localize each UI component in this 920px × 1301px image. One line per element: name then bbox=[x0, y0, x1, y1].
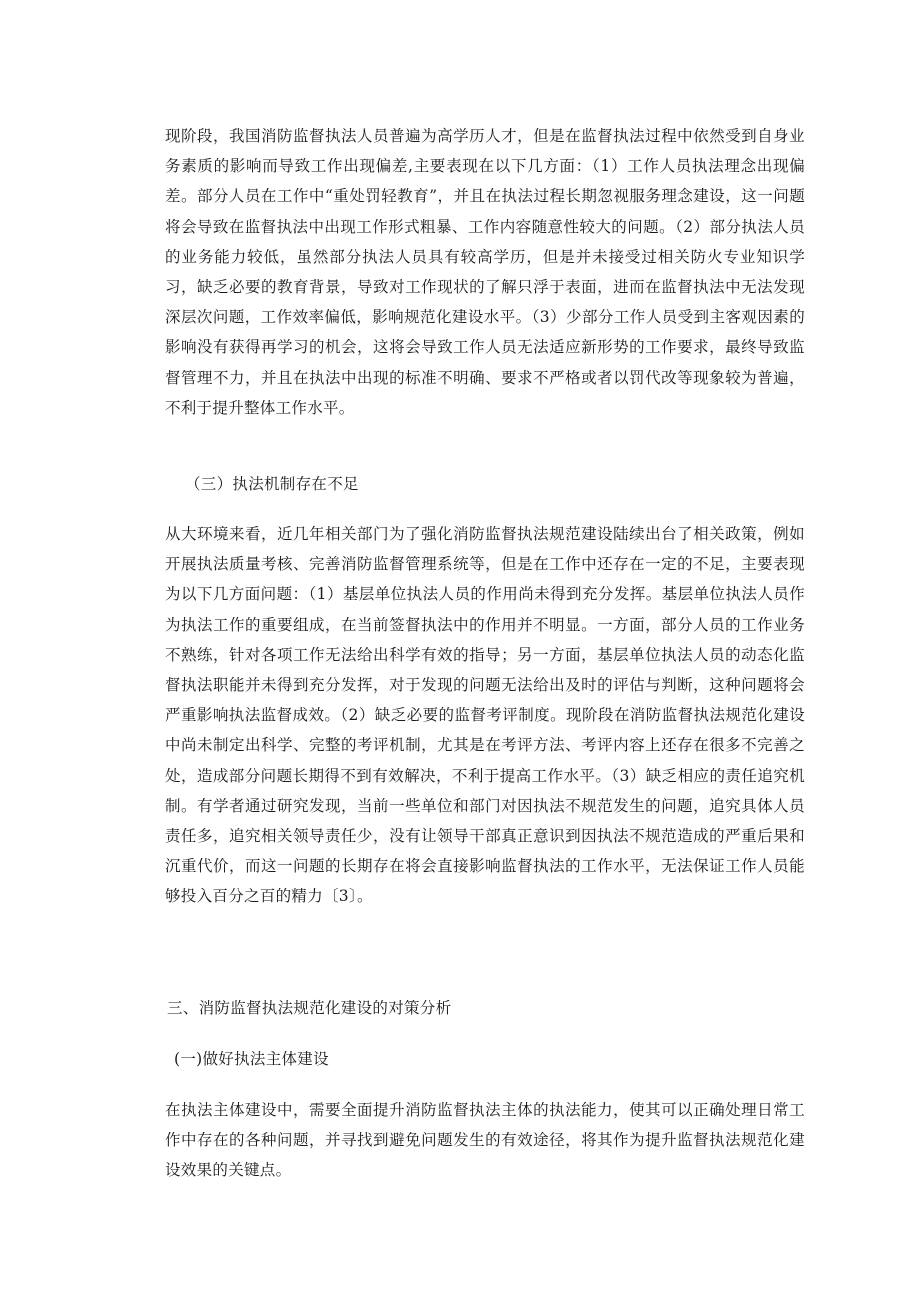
paragraph-mechanism-shortcomings: 从大环境来看，近几年相关部门为了强化消防监督执法规范建设陆续出台了相关政策，例如开展执法质量考核、完善消防监督管理系统等，但是在工作中还存在一定的不足，主要表现为以下几方面问题：（1）基层单位执法人员的作用尚未得到充分发挥。基层单位执法人员作为执法工作的重要组成，在当前签督执法中的作用并不明显。一方面，部分人员的工作业务不熟练，针对各项工作无法给出科学有效的指导；另一方面，基层单位执法人员的动态化监督执法职能并未得到充分发挥，对于发现的问题无法给出及时的评估与判断，这种问题将会严重影响执法监督成效。（2）缺乏必要的监督考评制度。现阶段在消防监督执法规范化建设中尚未制定出科学、完整的考评机制，尤其是在考评方法、考评内容上还存在很多不完善之处，造成部分问题长期得不到有效解决，不利于提高工作水平。（3）缺乏相应的责任追究机制。有学者通过研究发现，当前一些单位和部门对因执法不规范发生的问题，追究具体人员责任多，追究相关领导责任少，没有让领导干部真正意识到因执法不规范造成的严重后果和沉重代价，而这一问题的长期存在将会直接影响监督执法的工作水平，无法保证工作人员能够投入百分之百的精力〔3〕。 bbox=[165, 525, 805, 906]
subsection-heading-enforcement-subject: (一)做好执法主体建设 bbox=[174, 1050, 329, 1068]
chapter-heading-countermeasures: 三、消防监督执法规范化建设的对策分析 bbox=[167, 999, 452, 1017]
section-heading-enforcement-mechanism: （三）执法机制存在不足 bbox=[185, 475, 359, 493]
paragraph-enforcement-subject: 在执法主体建设中，需要全面提升消防监督执法主体的执法能力，使其可以正确处理日常工作中存在的各种问题，并寻找到避免问题发生的有效途径，将其作为提升监督执法规范化建设效果的关键点。 bbox=[165, 1101, 805, 1180]
paragraph-personnel-quality: 现阶段，我国消防监督执法人员普遍为高学历人才，但是在监督执法过程中依然受到自身业务素质的影响而导致工作出现偏差,主要表现在以下几方面：（1）工作人员执法理念出现偏差。部分人员在工作中“重处罚轻教育”，并且在执法过程长期忽视服务理念建设，这一问题将会导致在监督执法中出现工作形式粗暴、工作内容随意性较大的问题。（2）部分执法人员的业务能力较低，虽然部分执法人员具有较高学历，但是并未接受过相关防火专业知识学习，缺乏必要的教育背景，导致对工作现状的了解只浮于表面，进而在监督执法中无法发现深层次问题，工作效率偏低，影响规范化建设水平。（3）少部分工作人员受到主客观因素的影响没有获得再学习的机会，这将会导致工作人员无法适应新形势的工作要求，最终导致监督管理不力，并且在执法中出现的标准不明确、要求不严格或者以罚代改等现象较为普遍，不利于提升整体工作水平。 bbox=[165, 127, 805, 417]
